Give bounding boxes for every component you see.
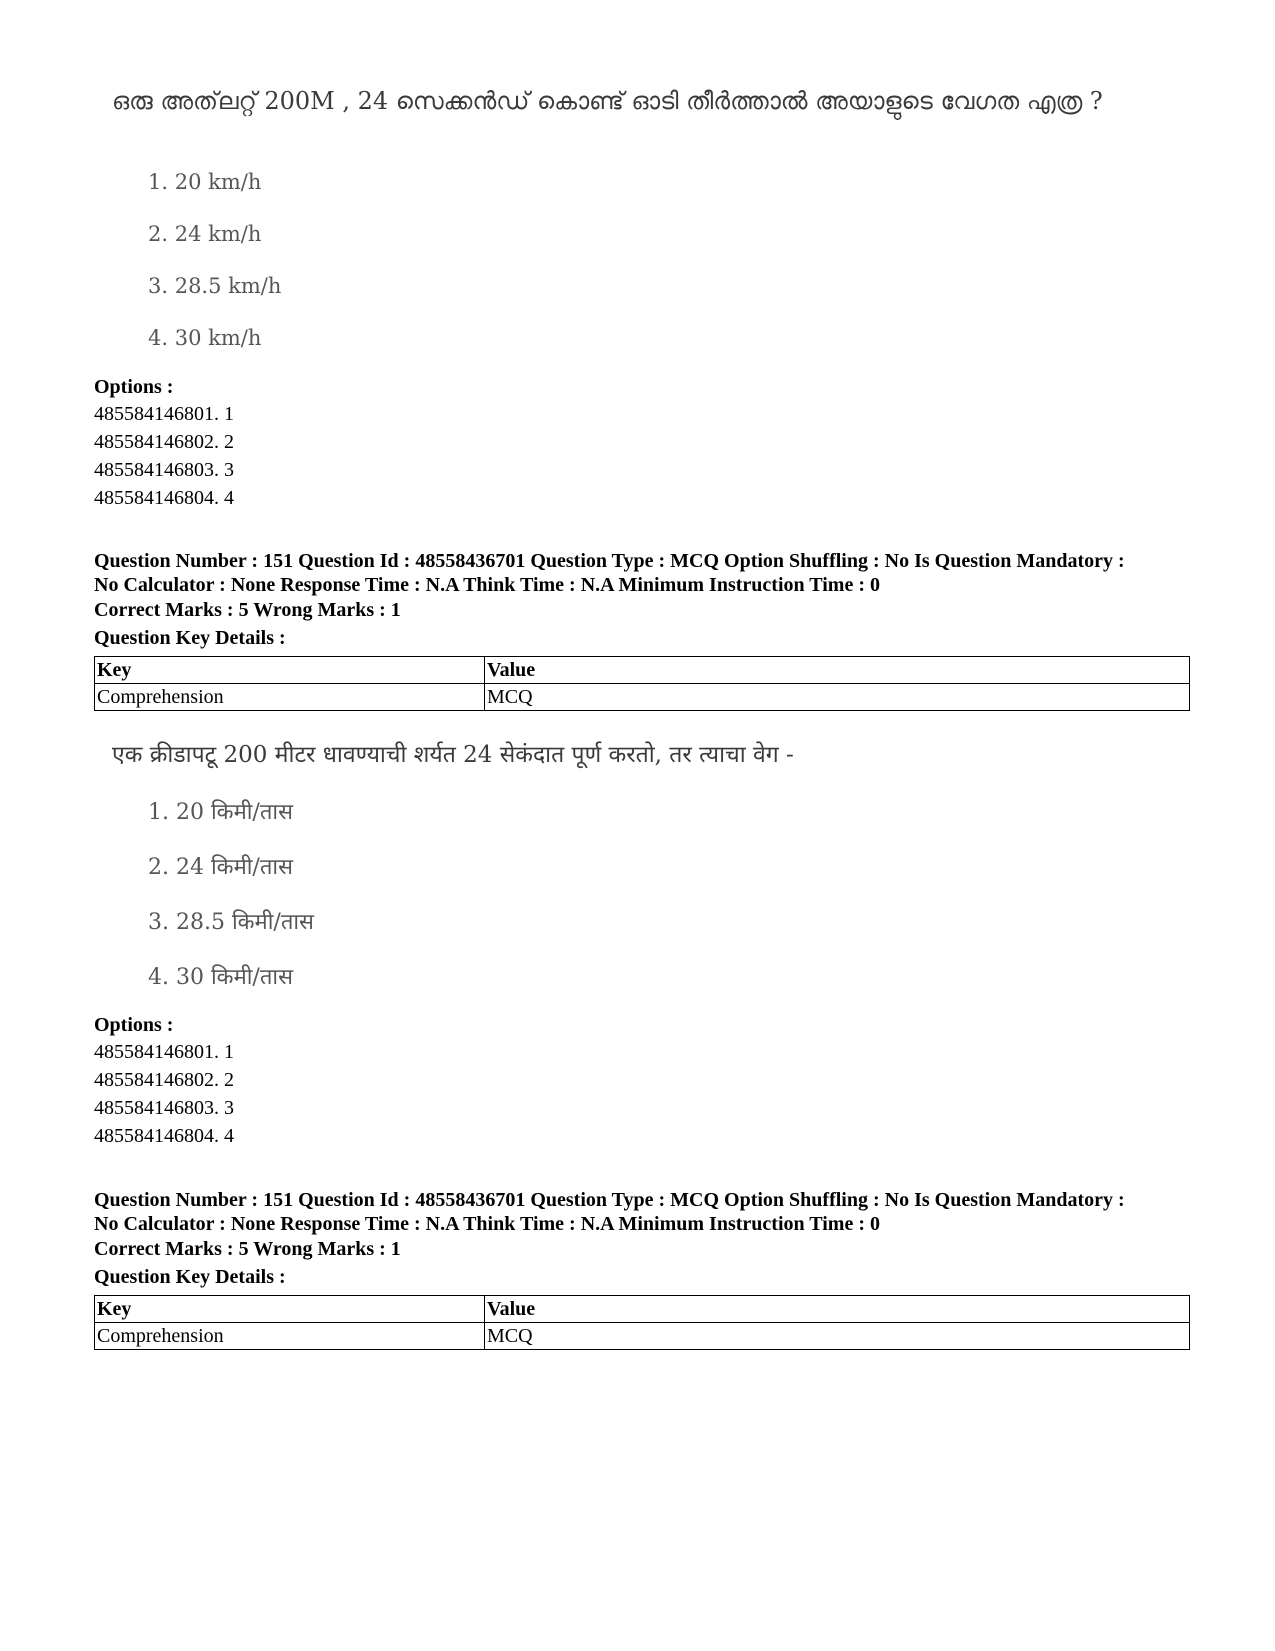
question-option-2: 2. 24 किमी/तास xyxy=(148,855,293,880)
option-id-3: 485584146803. 3 xyxy=(94,459,234,481)
question-text-marathi: एक क्रीडापटू 200 मीटर धावण्याची शर्यत 24 सेकंदात पूर्ण करतो, तर त्याचा वेग - xyxy=(112,742,794,768)
question-meta xyxy=(94,549,1224,597)
table-header-row xyxy=(95,1296,1190,1323)
option-id-2: 485584146802. 2 xyxy=(94,431,234,453)
table-header-value: Value xyxy=(485,1296,1190,1323)
options-label: Options : xyxy=(94,376,174,398)
table-cell-value: MCQ xyxy=(485,1323,1190,1350)
question-option-2: 2. 24 km/h xyxy=(148,222,262,246)
question-meta-line2: No Calculator : None Response Time : N.A Think Time : N.A Minimum Instruction Time : 0 xyxy=(94,574,880,596)
question-meta xyxy=(94,1188,1224,1236)
question-option-3: 3. 28.5 किमी/तास xyxy=(148,910,314,935)
table-row xyxy=(95,684,1190,711)
question-option-3: 3. 28.5 km/h xyxy=(148,274,282,298)
table-cell-value: MCQ xyxy=(485,684,1190,711)
question-text-malayalam: ഒരു അത്‌ലറ്റ് 200M , 24 സെക്കൻഡ് കൊണ്ട് ഓടി തീർത്താൽ അയാളുടെ വേഗത എത്ര ? xyxy=(112,87,1103,115)
table-cell-key: Comprehension xyxy=(95,1323,485,1350)
question-option-1: 1. 20 किमी/तास xyxy=(148,800,293,825)
key-details-label: Question Key Details : xyxy=(94,1266,286,1288)
key-details-table xyxy=(94,1295,1190,1350)
option-id-1: 485584146801. 1 xyxy=(94,1041,234,1063)
table-row xyxy=(95,1323,1190,1350)
question-option-4: 4. 30 किमी/तास xyxy=(148,965,293,990)
question-option-1: 1. 20 km/h xyxy=(148,170,262,194)
table-header-key: Key xyxy=(95,657,485,684)
option-id-2: 485584146802. 2 xyxy=(94,1069,234,1091)
option-id-1: 485584146801. 1 xyxy=(94,403,234,425)
table-header-value: Value xyxy=(485,657,1190,684)
option-id-4: 485584146804. 4 xyxy=(94,487,234,509)
options-label: Options : xyxy=(94,1014,174,1036)
marks-line: Correct Marks : 5 Wrong Marks : 1 xyxy=(94,599,401,621)
question-meta-line2: No Calculator : None Response Time : N.A Think Time : N.A Minimum Instruction Time : 0 xyxy=(94,1213,880,1235)
table-header-row xyxy=(95,657,1190,684)
marks-line: Correct Marks : 5 Wrong Marks : 1 xyxy=(94,1238,401,1260)
table-cell-key: Comprehension xyxy=(95,684,485,711)
question-meta-line1: Question Number : 151 Question Id : 48558436701 Question Type : MCQ Option Shuffling : No Is Question Mandatory : xyxy=(94,550,1125,572)
question-meta-line1: Question Number : 151 Question Id : 48558436701 Question Type : MCQ Option Shuffling : No Is Question Mandatory : xyxy=(94,1189,1125,1211)
option-id-3: 485584146803. 3 xyxy=(94,1097,234,1119)
table-header-key: Key xyxy=(95,1296,485,1323)
key-details-table xyxy=(94,656,1190,711)
option-id-4: 485584146804. 4 xyxy=(94,1125,234,1147)
key-details-label: Question Key Details : xyxy=(94,627,286,649)
question-option-4: 4. 30 km/h xyxy=(148,326,262,350)
